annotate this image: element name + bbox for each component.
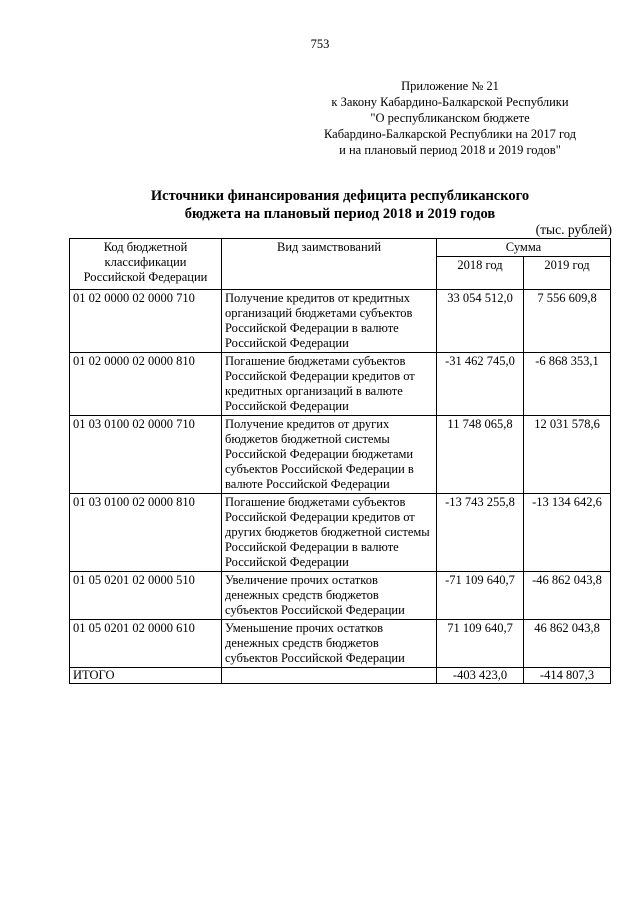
row-value-2019: -46 862 043,8 bbox=[524, 572, 611, 620]
appendix-line: к Закону Кабардино-Балкарской Республики bbox=[331, 95, 569, 109]
row-value-2019: 12 031 578,6 bbox=[524, 416, 611, 494]
row-value-2018: 11 748 065,8 bbox=[437, 416, 524, 494]
row-code: 01 05 0201 02 0000 610 bbox=[70, 620, 222, 668]
title-line: Источники финансирования дефицита республиканского bbox=[150, 188, 530, 204]
row-value-2018: 71 109 640,7 bbox=[437, 620, 524, 668]
document-title bbox=[80, 187, 600, 223]
units-label: (тыс. рублей) bbox=[535, 222, 612, 237]
row-code: 01 03 0100 02 0000 810 bbox=[70, 494, 222, 572]
appendix-line: Кабардино-Балкарской Республики на 2017 год bbox=[323, 127, 577, 141]
total-label: ИТОГО bbox=[70, 668, 222, 684]
total-description bbox=[222, 668, 437, 684]
title-line: бюджета на плановый период 2018 и 2019 годов bbox=[184, 206, 496, 222]
row-description: Погашение бюджетами субъектов Российской Федерации кредитов от кредитных организаций в валюте Российской Федерации bbox=[222, 353, 437, 416]
row-value-2018: -71 109 640,7 bbox=[437, 572, 524, 620]
appendix-line: Приложение № 21 bbox=[401, 79, 499, 93]
row-description: Уменьшение прочих остатков денежных средств бюджетов субъектов Российской Федерации bbox=[222, 620, 437, 668]
table-row bbox=[70, 416, 611, 494]
table-row bbox=[70, 572, 611, 620]
total-value-2018: -403 423,0 bbox=[437, 668, 524, 684]
row-description: Увеличение прочих остатков денежных средств бюджетов субъектов Российской Федерации bbox=[222, 572, 437, 620]
header-code: Код бюджетной классификации Российской Федерации bbox=[70, 239, 222, 290]
row-code: 01 02 0000 02 0000 810 bbox=[70, 353, 222, 416]
header-type: Вид заимствований bbox=[222, 239, 437, 290]
header-year-2019: 2019 год bbox=[524, 257, 611, 290]
row-value-2018: -13 743 255,8 bbox=[437, 494, 524, 572]
row-value-2019: -6 868 353,1 bbox=[524, 353, 611, 416]
row-description: Получение кредитов от кредитных организаций бюджетами субъектов Российской Федерации в валюте Российской Федерации bbox=[222, 290, 437, 353]
row-code: 01 02 0000 02 0000 710 bbox=[70, 290, 222, 353]
total-row bbox=[70, 668, 611, 684]
row-value-2019: 7 556 609,8 bbox=[524, 290, 611, 353]
financing-sources-table bbox=[69, 238, 611, 684]
appendix-line: "О республиканском бюджете bbox=[370, 111, 530, 125]
row-description: Погашение бюджетами субъектов Российской Федерации кредитов от других бюджетов бюджетной системы Российской Федерации в валюте Российской Федерации bbox=[222, 494, 437, 572]
appendix-line: и на плановый период 2018 и 2019 годов" bbox=[339, 143, 561, 157]
row-description: Получение кредитов от других бюджетов бюджетной системы Российской Федерации бюджетами субъектов Российской Федерации в валюте Российской Федерации bbox=[222, 416, 437, 494]
header-year-2018: 2018 год bbox=[437, 257, 524, 290]
row-value-2018: -31 462 745,0 bbox=[437, 353, 524, 416]
row-code: 01 03 0100 02 0000 710 bbox=[70, 416, 222, 494]
appendix-header bbox=[300, 78, 600, 158]
table-row bbox=[70, 290, 611, 353]
row-code: 01 05 0201 02 0000 510 bbox=[70, 572, 222, 620]
table-header-row bbox=[70, 239, 611, 257]
row-value-2019: 46 862 043,8 bbox=[524, 620, 611, 668]
header-sum: Сумма bbox=[437, 239, 611, 257]
table-row bbox=[70, 353, 611, 416]
row-value-2019: -13 134 642,6 bbox=[524, 494, 611, 572]
total-value-2019: -414 807,3 bbox=[524, 668, 611, 684]
page-number: 753 bbox=[310, 37, 330, 51]
table-row bbox=[70, 620, 611, 668]
table-row bbox=[70, 494, 611, 572]
row-value-2018: 33 054 512,0 bbox=[437, 290, 524, 353]
